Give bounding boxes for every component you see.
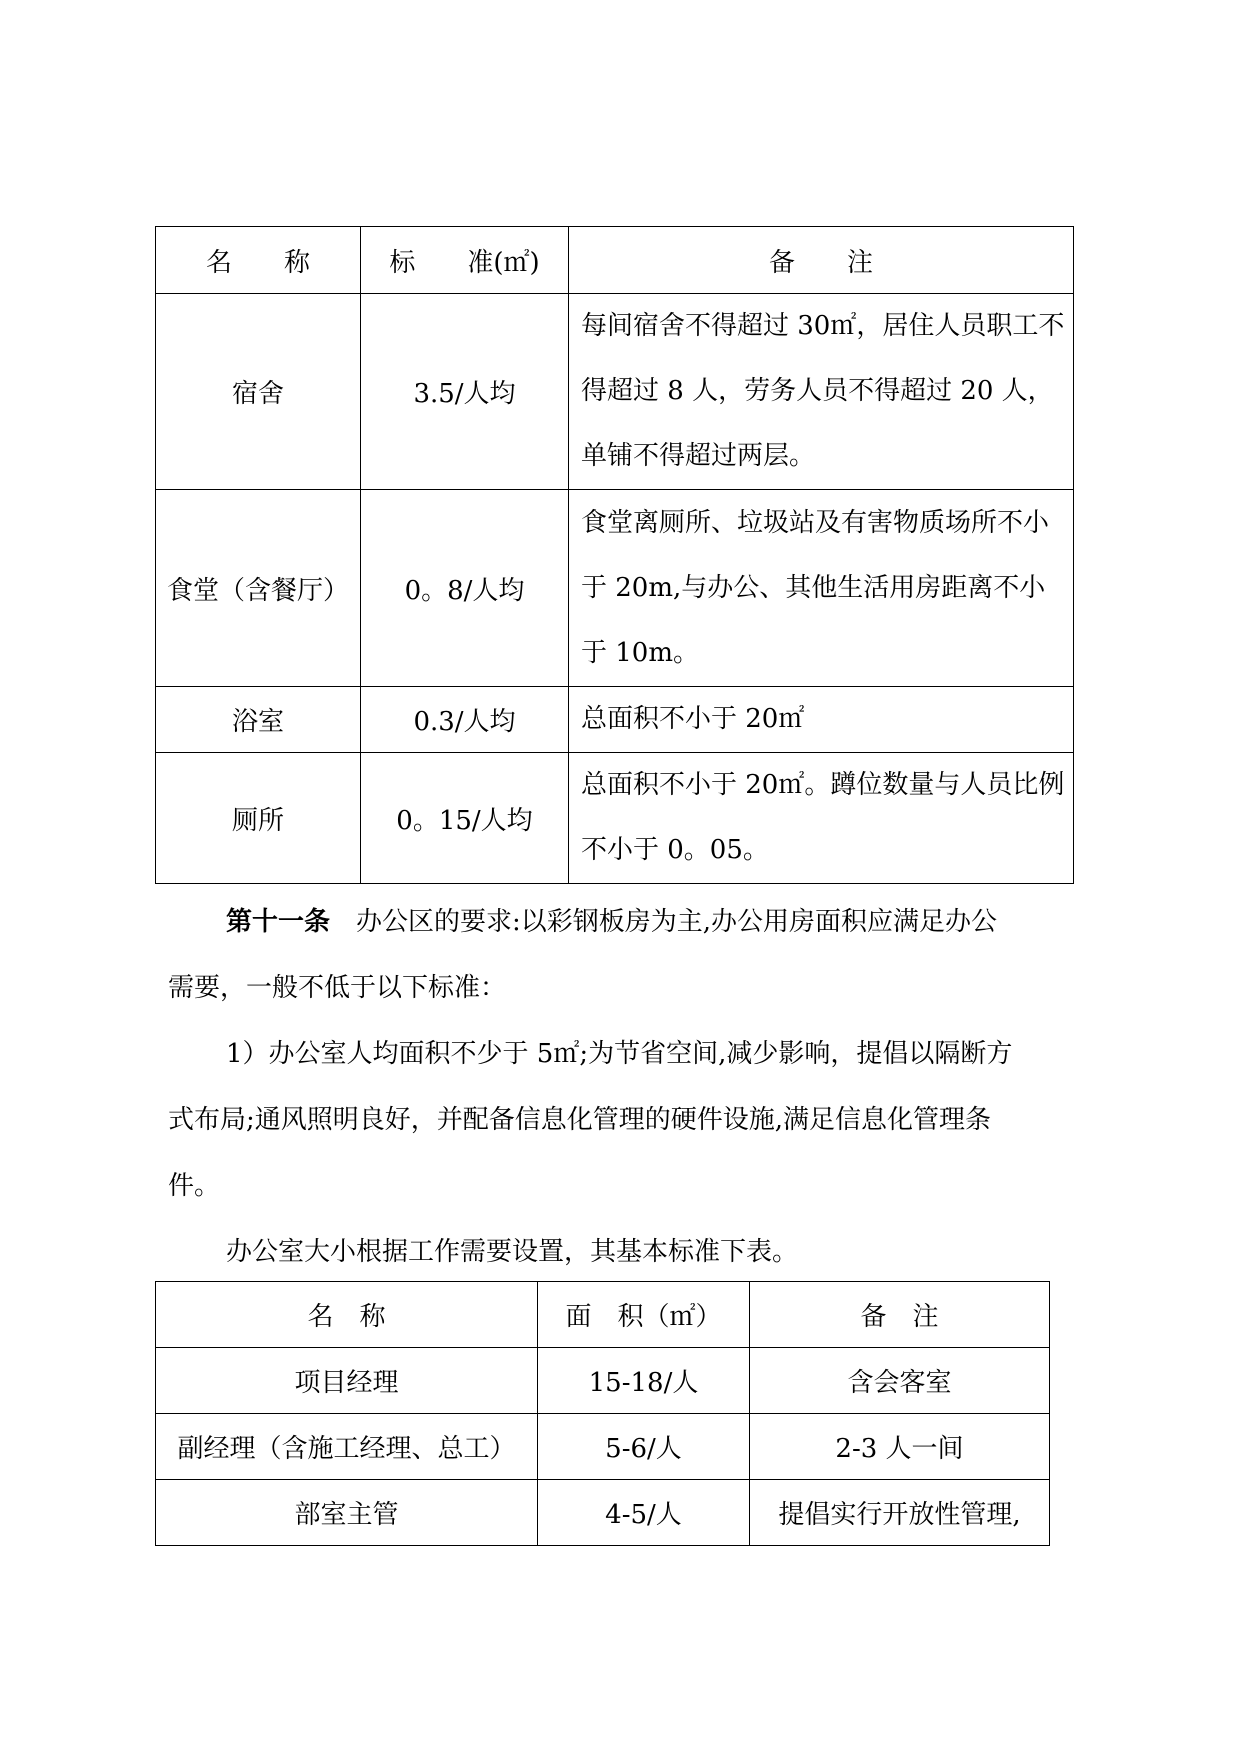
- article-label: 第十一条: [226, 907, 331, 937]
- row-name: 副经理（含施工经理、总工）: [156, 1414, 538, 1480]
- row-standard: 3.5/人均: [361, 294, 569, 490]
- office-intro: 办公室大小根据工作需要设置，其基本标准下表。: [226, 1237, 799, 1267]
- row-note: 总面积不小于 20㎡: [569, 687, 1074, 753]
- row-area: 4-5/人: [538, 1480, 750, 1546]
- header-area: 面 积（㎡）: [538, 1282, 750, 1348]
- header-name: 名 称: [156, 227, 361, 294]
- row-name: 宿舍: [156, 294, 361, 490]
- row-area: 5-6/人: [538, 1414, 750, 1480]
- row-standard: 0.3/人均: [361, 687, 569, 753]
- row-note: 提倡实行开放性管理,: [750, 1480, 1050, 1546]
- row-name: 部室主管: [156, 1480, 538, 1546]
- article-text: 办公区的要求:以彩钢板房为主,办公用房面积应满足办公: [356, 907, 998, 937]
- dormitory-standards-table: [155, 226, 1074, 884]
- article-paragraph: [226, 889, 997, 955]
- table-row: [156, 753, 1074, 884]
- row-standard: 0。8/人均: [361, 490, 569, 687]
- table-row: [156, 1480, 1050, 1546]
- row-area: 15-18/人: [538, 1348, 750, 1414]
- row-name: 厕所: [156, 753, 361, 884]
- header-standard: 标 准(㎡): [361, 227, 569, 294]
- row-standard: 0。15/人均: [361, 753, 569, 884]
- header-note: 备 注: [569, 227, 1074, 294]
- row-note: 总面积不小于 20㎡。蹲位数量与人员比例不小于 0。05。: [569, 753, 1074, 884]
- row-name: 项目经理: [156, 1348, 538, 1414]
- table-row: [156, 490, 1074, 687]
- row-name: 食堂（含餐厅）: [156, 490, 361, 687]
- row-name: 浴室: [156, 687, 361, 753]
- row-note: 2-3 人一间: [750, 1414, 1050, 1480]
- item1-line1: 1）办公室人均面积不少于 5㎡;为节省空间,减少影响，提倡以隔断方: [226, 1039, 1013, 1069]
- header-name: 名 称: [156, 1282, 538, 1348]
- row-note: 食堂离厕所、垃圾站及有害物质场所不小于 20m,与办公、其他生活用房距离不小于 10m。: [569, 490, 1074, 687]
- office-standards-table: [155, 1281, 1050, 1546]
- row-note: 含会客室: [750, 1348, 1050, 1414]
- item1-line2: 式布局;通风照明良好，并配备信息化管理的硬件设施,满足信息化管理条: [168, 1105, 992, 1135]
- article-text-continued: 需要，一般不低于以下标准：: [168, 973, 507, 1003]
- table-header-row: [156, 227, 1074, 294]
- header-note: 备 注: [750, 1282, 1050, 1348]
- table-row: [156, 1348, 1050, 1414]
- table-header-row: [156, 1282, 1050, 1348]
- table-row: [156, 294, 1074, 490]
- row-note: 每间宿舍不得超过 30㎡，居住人员职工不得超过 8 人，劳务人员不得超过 20 人，单铺不得超过两层。: [569, 294, 1074, 490]
- item1-line3: 件。: [168, 1171, 221, 1201]
- table-row: [156, 1414, 1050, 1480]
- table-row: [156, 687, 1074, 753]
